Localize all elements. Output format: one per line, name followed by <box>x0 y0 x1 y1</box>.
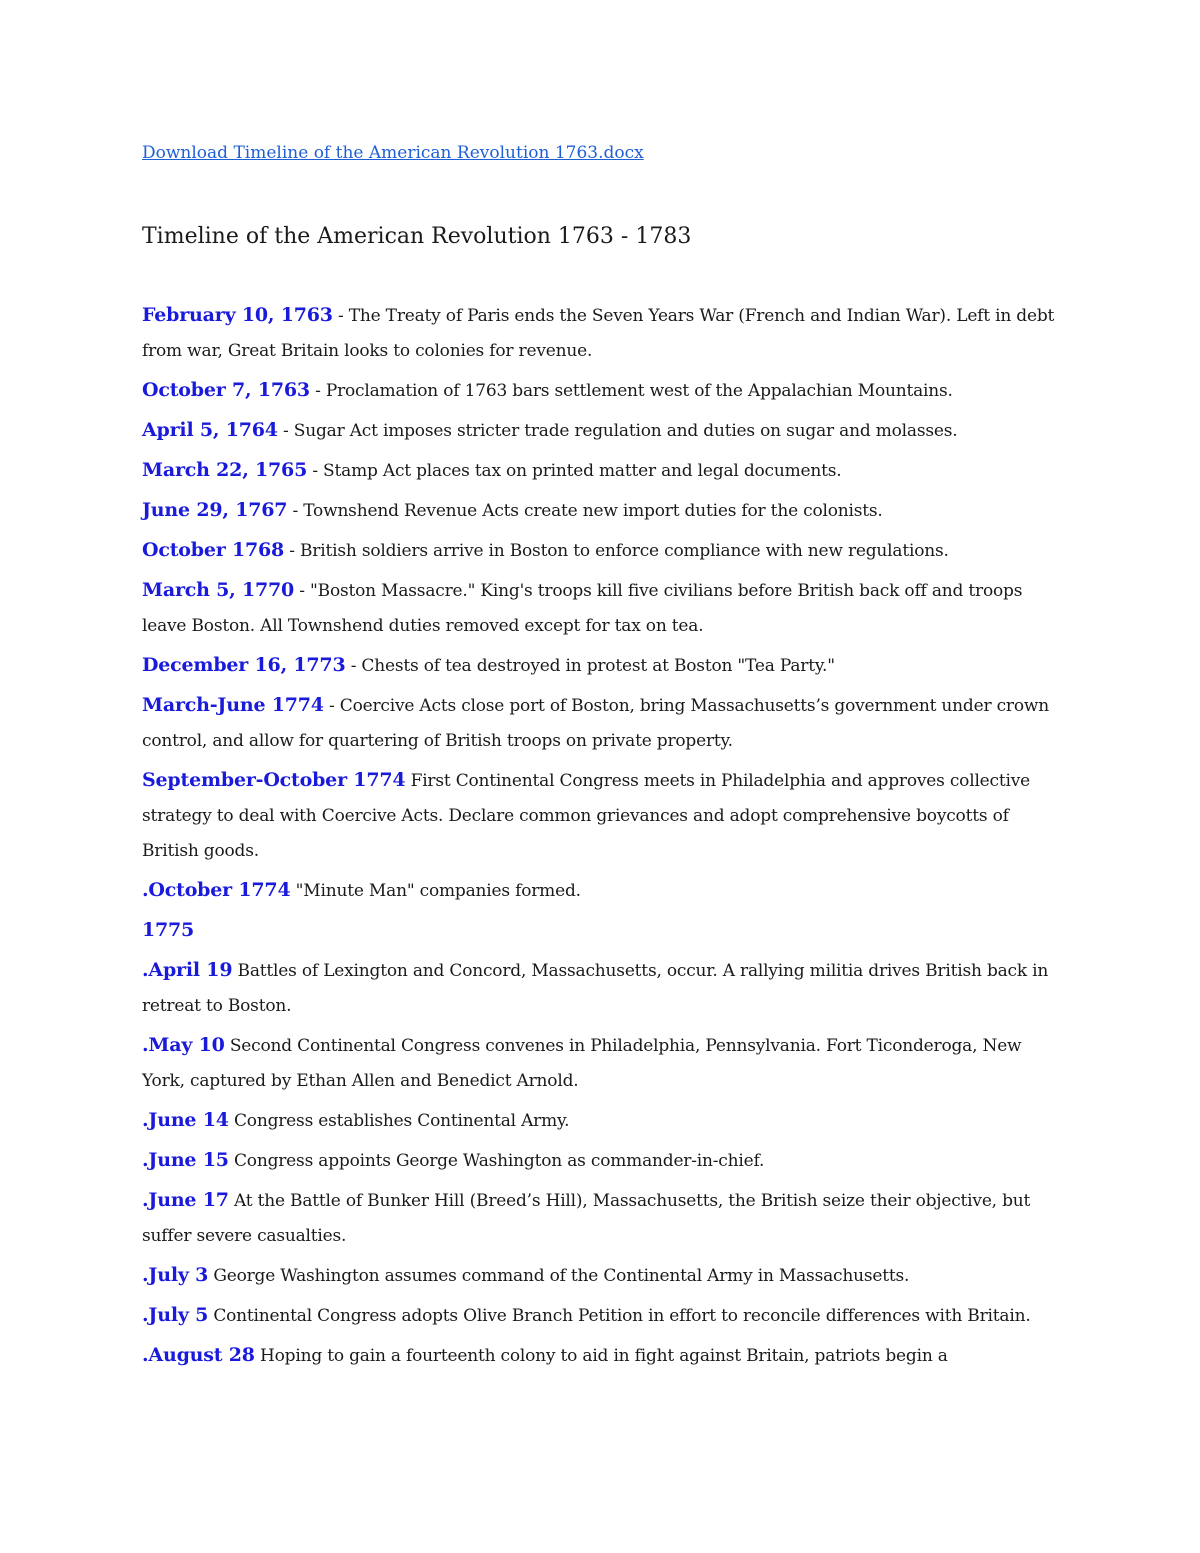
entry-date: March 5, 1770 <box>142 579 295 601</box>
entry-date: October 7, 1763 <box>142 379 310 401</box>
entry-text: - Chests of tea destroyed in protest at Boston "Tea Party." <box>345 656 835 676</box>
entry-date: December 16, 1773 <box>142 654 346 676</box>
entry-date: .July 3 <box>142 1264 209 1286</box>
entry-text: Continental Congress adopts Olive Branch Petition in effort to reconcile differences with Britain. <box>208 1306 1031 1326</box>
entry-text: "Minute Man" companies formed. <box>290 881 581 901</box>
entry-date: April 5, 1764 <box>142 419 278 441</box>
timeline-year-heading <box>142 913 1062 949</box>
timeline-entry <box>142 1258 1062 1294</box>
entry-text: - The Treaty of Paris ends the Seven Years War (French and Indian War). Left in debt from war, Great Britain looks to colonies for revenue. <box>142 306 1055 361</box>
entry-date: .June 15 <box>142 1149 229 1171</box>
entry-text: - Stamp Act places tax on printed matter and legal documents. <box>307 461 842 481</box>
entry-date: 1775 <box>142 919 195 941</box>
timeline-entry <box>142 1028 1062 1099</box>
timeline-entry <box>142 763 1062 869</box>
timeline-list <box>142 298 1062 1378</box>
entry-text: - Sugar Act imposes stricter trade regulation and duties on sugar and molasses. <box>277 421 958 441</box>
timeline-entry <box>142 1103 1062 1139</box>
entry-text: - Proclamation of 1763 bars settlement west of the Appalachian Mountains. <box>309 381 953 401</box>
timeline-entry <box>142 953 1062 1024</box>
entry-date: .August 28 <box>142 1344 255 1366</box>
entry-date: February 10, 1763 <box>142 304 333 326</box>
timeline-entry <box>142 453 1062 489</box>
timeline-entry <box>142 373 1062 409</box>
timeline-entry <box>142 688 1062 759</box>
document-title: Timeline of the American Revolution 1763 - 1783 <box>142 224 692 249</box>
entry-text: - "Boston Massacre." King's troops kill five civilians before British back off and troops leave Boston. All Townshend duties removed except for tax on tea. <box>142 581 1023 636</box>
entry-date: .May 10 <box>142 1034 225 1056</box>
timeline-entry <box>142 413 1062 449</box>
entry-date: October 1768 <box>142 539 285 561</box>
entry-text: George Washington assumes command of the Continental Army in Massachusetts. <box>208 1266 910 1286</box>
entry-date: .October 1774 <box>142 879 291 901</box>
timeline-entry <box>142 533 1062 569</box>
entry-date: June 29, 1767 <box>142 499 288 521</box>
entry-date: March 22, 1765 <box>142 459 308 481</box>
timeline-entry <box>142 493 1062 529</box>
entry-date: March-June 1774 <box>142 694 324 716</box>
entry-text: Congress establishes Continental Army. <box>228 1111 570 1131</box>
entry-text: - Coercive Acts close port of Boston, bring Massachusetts’s government under crown control, and allow for quartering of British troops on private property. <box>142 696 1049 751</box>
timeline-entry <box>142 873 1062 909</box>
entry-date: September-October 1774 <box>142 769 406 791</box>
download-docx-link[interactable]: Download Timeline of the American Revolution 1763.docx <box>142 143 644 163</box>
entry-date: .April 19 <box>142 959 233 981</box>
timeline-entry <box>142 573 1062 644</box>
entry-text: - British soldiers arrive in Boston to enforce compliance with new regulations. <box>284 541 949 561</box>
entry-text: - Townshend Revenue Acts create new import duties for the colonists. <box>287 501 883 521</box>
entry-date: .June 17 <box>142 1189 229 1211</box>
entry-text: Battles of Lexington and Concord, Massachusetts, occur. A rallying militia drives British back in retreat to Boston. <box>142 961 1049 1016</box>
entry-text: First Continental Congress meets in Philadelphia and approves collective strategy to deal with Coercive Acts. Declare common grievances and adopt comprehensive boycotts of British goods. <box>142 771 1030 861</box>
entry-text: Congress appoints George Washington as commander-in-chief. <box>228 1151 765 1171</box>
entry-text: Second Continental Congress convenes in Philadelphia, Pennsylvania. Fort Ticonderoga, New York, captured by Ethan Allen and Benedict Arnold. <box>142 1036 1022 1091</box>
timeline-entry <box>142 648 1062 684</box>
timeline-entry <box>142 1183 1062 1254</box>
entry-text: Hoping to gain a fourteenth colony to aid in fight against Britain, patriots begin a <box>254 1346 948 1366</box>
entry-date: .June 14 <box>142 1109 229 1131</box>
timeline-entry <box>142 1143 1062 1179</box>
timeline-entry <box>142 1298 1062 1334</box>
entry-date: .July 5 <box>142 1304 209 1326</box>
entry-text: At the Battle of Bunker Hill (Breed’s Hill), Massachusetts, the British seize their objective, but suffer severe casualties. <box>142 1191 1031 1246</box>
timeline-entry <box>142 298 1062 369</box>
timeline-entry <box>142 1338 1062 1374</box>
